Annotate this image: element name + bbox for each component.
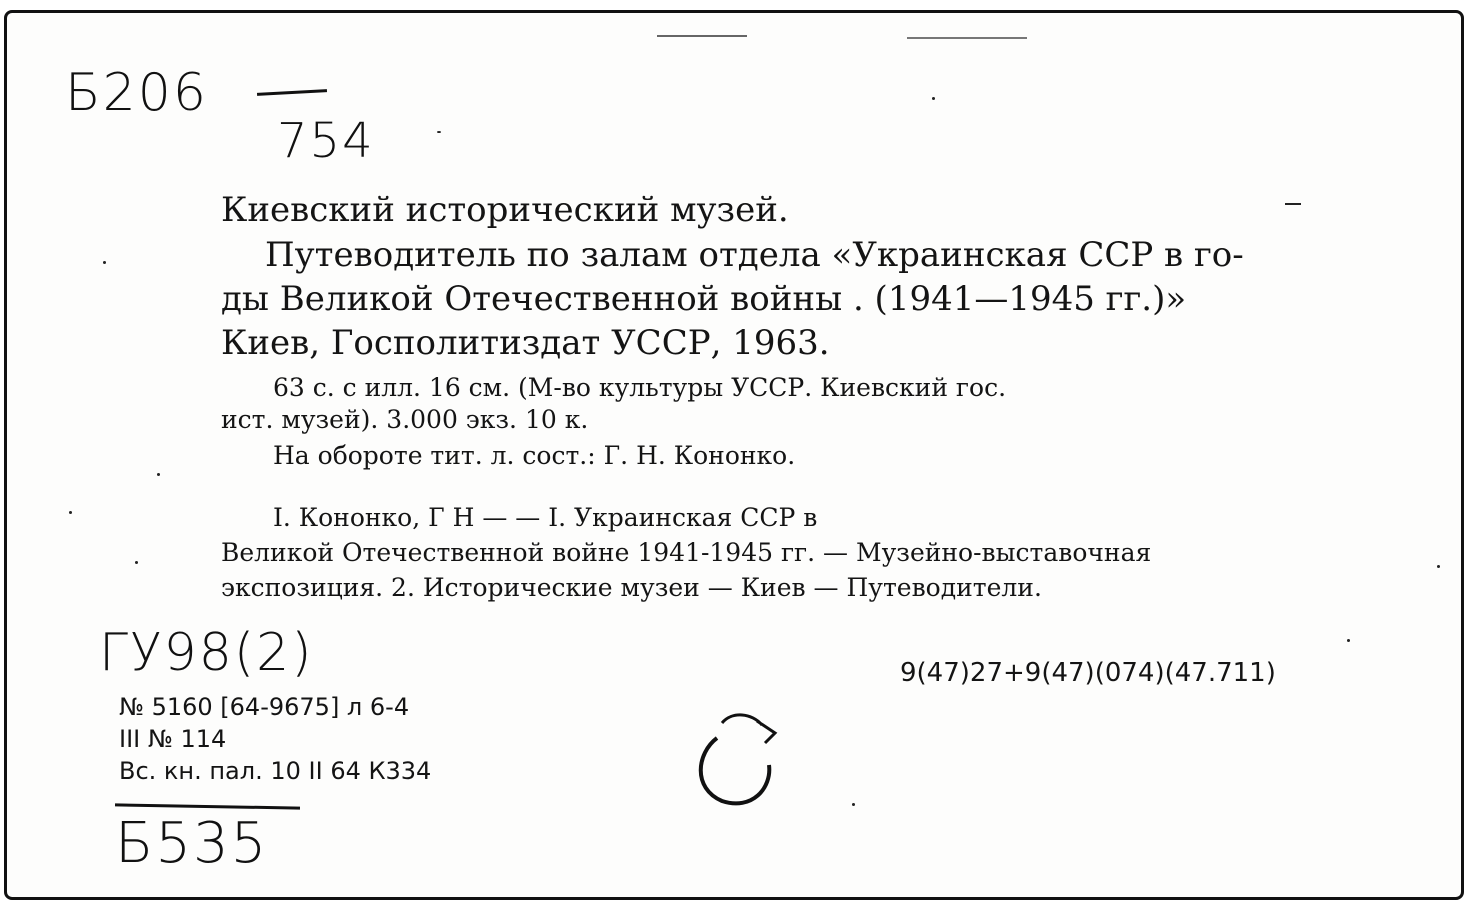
tracing-line-2: Великой Отечественной войне 1941-1945 гг. — Музейно-выставочная [221, 538, 1152, 567]
handwritten-fraction-line [257, 89, 327, 96]
title-line-1: Путеводитель по залам отдела «Украинская ССР в го- [265, 235, 1244, 275]
ink-speck [657, 35, 747, 37]
ink-speck [852, 803, 855, 806]
record-line-1: № 5160 [64-9675] л 6-4 [119, 693, 410, 721]
ink-speck [103, 261, 106, 264]
handwritten-bottom-code: Б535 [115, 811, 269, 876]
catalog-card [4, 10, 1464, 900]
ink-speck [1347, 639, 1350, 642]
collation-line-2: ист. музей). 3.000 экз. 10 к. [221, 405, 589, 434]
title-line-3: Киев, Госполитиздат УССР, 1963. [221, 323, 830, 363]
collation-line-1: 63 с. с илл. 16 см. (М-во культуры УССР. Киевский гос. [273, 373, 1007, 402]
ink-speck [437, 131, 441, 133]
handwritten-middle-code: ГУ98(2) [99, 623, 314, 683]
ink-speck [157, 473, 160, 476]
ink-speck [1285, 203, 1301, 205]
record-line-2: III № 114 [119, 725, 227, 753]
tracing-line-3: экспозиция. 2. Исторические музеи — Киев — Путеводители. [221, 573, 1042, 602]
handwritten-bottom-code-overline [115, 803, 300, 809]
library-stamp-mark [687, 703, 807, 813]
handwritten-top-number: 754 [277, 113, 375, 169]
entry-heading: Киевский исторический музей. [221, 190, 789, 230]
ink-speck [932, 97, 935, 100]
tracing-line-1: I. Кононко, Г Н — — I. Украинская ССР в [273, 503, 818, 532]
classification-index: 9(47)27+9(47)(074)(47.711) [900, 658, 1276, 688]
ink-speck [69, 511, 72, 514]
title-line-2: ды Великой Отечественной войны . (1941—1945 гг.)» [221, 279, 1187, 319]
record-line-3: Вс. кн. пал. 10 II 64 К334 [119, 757, 432, 785]
ink-speck [907, 37, 1027, 39]
handwritten-top-code: Б206 [65, 63, 208, 123]
ink-speck [135, 561, 138, 564]
compiler-note: На обороте тит. л. сост.: Г. Н. Кононко. [273, 441, 796, 470]
ink-speck [1437, 565, 1440, 568]
